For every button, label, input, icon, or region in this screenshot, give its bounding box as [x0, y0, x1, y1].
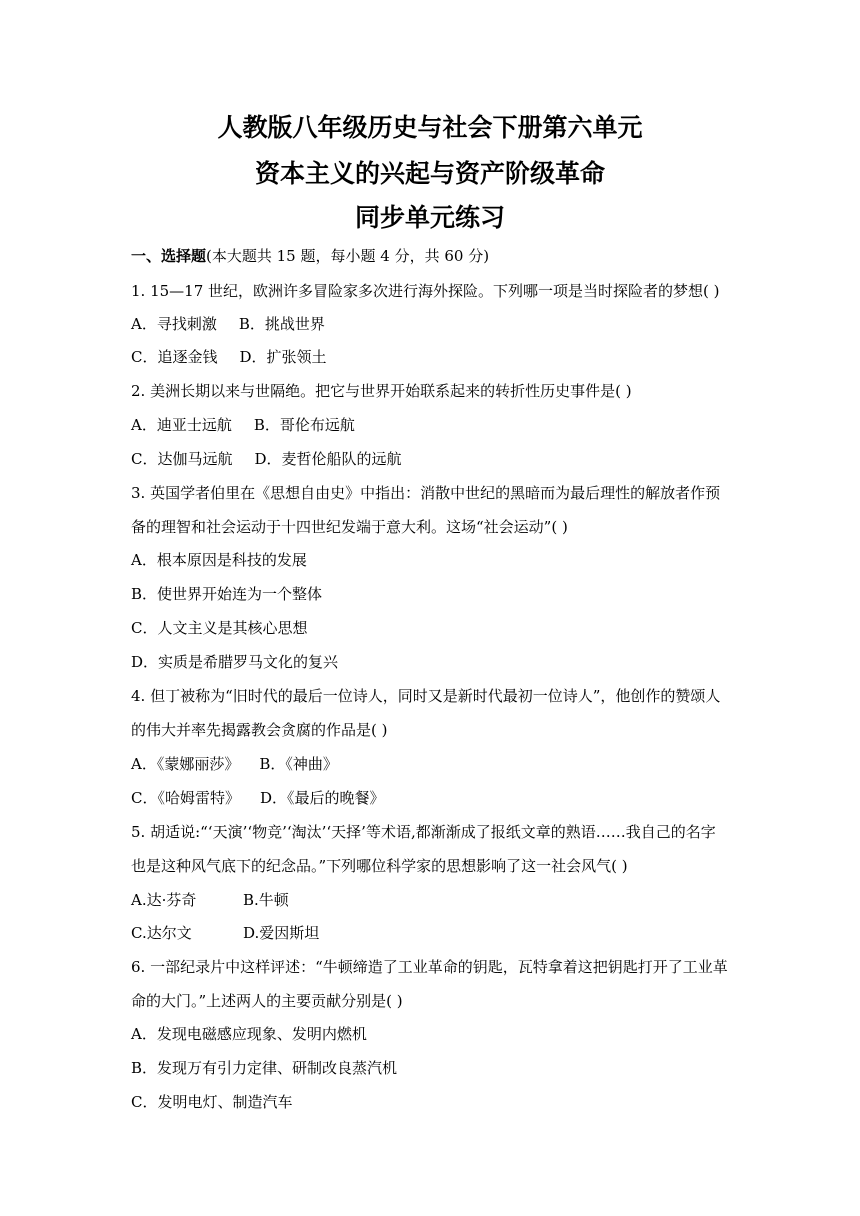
question-5-option-a: A.达·芬奇: [131, 891, 197, 909]
question-2-options-row-2: [131, 449, 402, 469]
question-2-option-b: B．哥伦布远航: [253, 416, 355, 434]
question-6-stem-line-2: 命的大门。”上述两人的主要贡献分别是( ): [131, 992, 403, 1010]
question-3-stem-line-2: 备的理智和社会运动于十四世纪发端于意大利。这场“社会运动”( ): [131, 518, 568, 536]
title-line-3: 同步单元练习: [354, 203, 505, 232]
question-1-options-row-2: [131, 347, 327, 367]
question-4-options-row-2: [131, 788, 385, 808]
question-1-option-a: A．寻找刺激: [131, 315, 217, 333]
question-2-option-d: D．麦哲伦船队的远航: [254, 450, 402, 468]
question-6-option-a: A．发现电磁感应现象、发明内燃机: [131, 1025, 367, 1043]
section-heading: [131, 246, 489, 266]
question-4-option-d: D．《最后的晚餐》: [259, 789, 385, 807]
question-1-option-b: B．挑战世界: [238, 315, 325, 333]
question-2-option-c: C．达伽马远航: [131, 450, 233, 468]
question-4-stem-line-1: 4. 但丁被称为“旧时代的最后一位诗人，同时又是新时代最初一位诗人”，他创作的赞颂人: [131, 687, 721, 705]
question-6-option-b: B．发现万有引力定律、研制改良蒸汽机: [131, 1059, 398, 1077]
question-5-option-c: C.达尔文: [131, 924, 192, 942]
question-5-stem-line-1: 5. 胡适说:“‘天演’‘物竞’‘淘汰’‘天择’等术语,都渐渐成了报纸文章的熟语……我自己的名字: [131, 823, 716, 841]
question-3-option-d: D．实质是希腊罗马文化的复兴: [131, 653, 339, 671]
question-3-option-c: C．人文主义是其核心思想: [131, 619, 308, 637]
question-2-stem: 2. 美洲长期以来与世隔绝。把它与世界开始联系起来的转折性历史事件是( ): [131, 382, 632, 400]
question-4-stem-line-2: 的伟大并率先揭露教会贪腐的作品是( ): [131, 721, 388, 739]
title-line-2: 资本主义的兴起与资产阶级革命: [254, 159, 605, 188]
question-3-option-a: A．根本原因是科技的发展: [131, 551, 307, 569]
question-5-option-b: B.牛顿: [243, 891, 289, 909]
section-note: (本大题共 15 题，每小题 4 分，共 60 分): [206, 247, 490, 265]
title-line-1: 人教版八年级历史与社会下册第六单元: [217, 113, 643, 142]
question-1-options-row-1: [131, 314, 325, 334]
question-3-option-b: B．使世界开始连为一个整体: [131, 585, 323, 603]
question-2-options-row-1: [131, 415, 355, 435]
question-4-option-c: C．《哈姆雷特》: [131, 789, 240, 807]
question-5-options-row-2: [131, 923, 319, 943]
question-5-options-row-1: [131, 890, 289, 910]
question-1-option-d: D．扩张领土: [239, 348, 327, 366]
question-1-option-c: C．追逐金钱: [131, 348, 218, 366]
question-3-stem-line-1: 3. 英国学者伯里在《思想自由史》中指出：消散中世纪的黑暗而为最后理性的解放者作预: [131, 484, 721, 502]
question-6-option-c: C．发明电灯、制造汽车: [131, 1093, 293, 1111]
question-4-option-b: B．《神曲》: [259, 755, 338, 773]
question-5-stem-line-2: 也是这种风气底下的纪念品。”下列哪位科学家的思想影响了这一社会风气( ): [131, 857, 628, 875]
question-5-option-d: D.爱因斯坦: [243, 924, 320, 942]
section-title: 一、选择题: [131, 247, 207, 265]
question-6-stem-line-1: 6. 一部纪录片中这样评述：“牛顿缔造了工业革命的钥匙，瓦特拿着这把钥匙打开了工业革: [131, 958, 728, 976]
question-4-option-a: A．《蒙娜丽莎》: [131, 755, 240, 773]
question-4-options-row-1: [131, 754, 338, 774]
question-1-stem: 1. 15—17 世纪，欧洲许多冒险家多次进行海外探险。下列哪一项是当时探险者的梦想( ): [131, 282, 720, 300]
question-2-option-a: A．迪亚士远航: [131, 416, 232, 434]
